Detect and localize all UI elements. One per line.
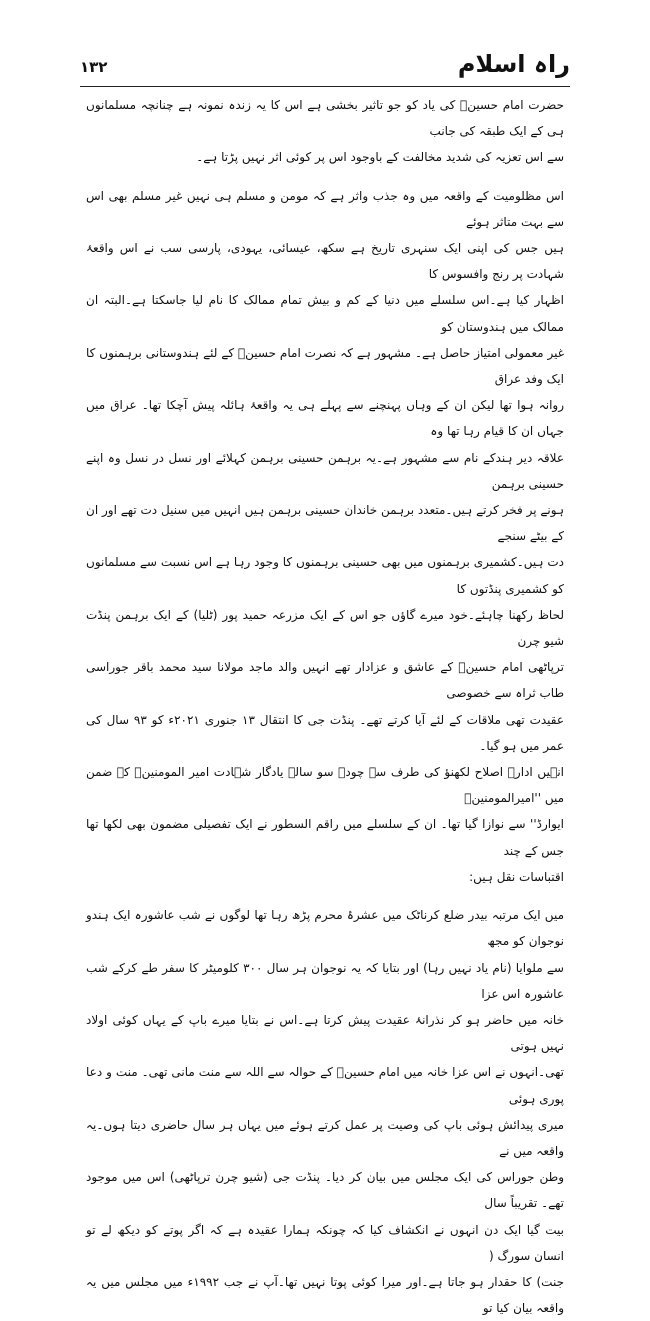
text-line: وطن جوراس کی ایک مجلس میں بیان کر دیا۔ پنڈت جی (شیو چرن ترپاٹھی) اس میں موجود تھے۔ تقریباً سال — [86, 1170, 564, 1211]
text-line: عقیدت تھی ملاقات کے لئے آیا کرتے تھے۔ پنڈت جی کا انتقال ۱۳ جنوری ۲۰۲۱ء کو ۹۳ سال کی عمر میں ہو گیا۔ — [86, 712, 565, 753]
header-divider — [80, 86, 570, 87]
article-body — [86, 92, 564, 1321]
text-line: اظہار کیا ہے۔اس سلسلے میں دنیا کے کم و بیش تمام ممالک کا نام لیا جاسکتا ہے۔البتہ ان ممالک میں ہندوستان کو — [86, 293, 564, 334]
page-header — [80, 50, 570, 84]
text-line: ہونے پر فخر کرتے ہیں۔متعدد برہمن خاندان حسینی برہمن ہیں انہیں میں سنیل دت تھے اور ان کے بیٹے سنجے — [86, 503, 564, 544]
text-line: روانہ ہوا تھا لیکن ان کے وہاں پہنچنے سے پہلے ہی یہ واقعۂ ہائلہ پیش آچکا تھا۔ عراق میں جہاں ان کا قیام رہا تھا وہ — [86, 398, 564, 439]
journal-title: راہ اسلام — [457, 50, 570, 78]
text-line: لحاظ رکھنا چاہئے۔خود میرے گاؤں جو اس کے ایک مزرعہ حمید پور (ٹلیا) کے ایک برہمن پنڈت شیو چرن — [86, 607, 564, 649]
paragraph — [86, 92, 564, 171]
text-line: انہیں ادارۂ اصلاح لکھنؤ کی طرف سے چودہ سو سالہ یادگار شہادت امیر المومنینؑ کے ضمن میں ''امیرالمومنینؑ — [86, 765, 564, 806]
page-number: ۱۳۲ — [80, 58, 108, 76]
text-line: غیر معمولی امتیاز حاصل ہے۔ مشہور ہے کہ نصرت امام حسینؑ کے لئے ہندوستانی برہمنوں کا ایک وفد عراق — [86, 345, 564, 387]
text-line: جنت) کا حقدار ہو جاتا ہے۔اور میرا کوئی پوتا نہیں تھا۔آپ نے جب ۱۹۹۲ء میں مجلس میں یہ واقعہ بیان کیا تو — [86, 1274, 564, 1316]
text-line: تھی۔انہوں نے اس عزا خانہ میں امام حسینؑ کے حوالہ سے اللہ سے منت مانی تھی۔ منت و دعا پوری ہوئی — [86, 1065, 564, 1106]
text-line: سے ملوایا (نام یاد نہیں رہا) اور بتایا کہ یہ نوجوان ہر سال ۳۰۰ کلومیٹر کا سفر طے کرکے شب عاشورہ اس عزا — [86, 960, 564, 1001]
text-line: اقتباسات نقل ہیں: — [469, 869, 564, 884]
text-line: حضرت امام حسینؑ کی یاد کو جو تاثیر بخشی ہے اس کا یہ زندہ نمونہ ہے چنانچہ مسلمانوں ہی کے ایک طبقہ کی جانب — [86, 98, 564, 139]
text-line: دت ہیں۔کشمیری برہمنوں میں بھی حسینی برہمنوں کا وجود رہا ہے اس نسبت سے مسلمانوں کو کشمیری پنڈتوں کا — [86, 555, 564, 596]
text-line: ترپاٹھی امام حسینؑ کے عاشق و عزادار تھے انہیں والد ماجد مولانا سید محمد باقر جوراسی طاب ثراہ سے خصوصی — [86, 660, 564, 701]
text-line: ہیں جس کی اپنی ایک سنہری تاریخ ہے سکھ، عیسائی، یہودی، پارسی سب نے اس واقعۂ شہادت پر رنج وافسوس کا — [86, 241, 564, 282]
text-line: میں ایک مرتبہ بیدر ضلع کرناٹک میں عشرۂ محرم پڑھ رہا تھا لوگوں نے شب عاشورہ ایک ہندو نوجوان کو مجھ — [86, 908, 564, 949]
text-line: ایوارڈ'' سے نوازا گیا تھا۔ ان کے سلسلے میں راقم السطور نے ایک تفصیلی مضمون بھی لکھا تھا جس کے چند — [86, 817, 564, 858]
text-line: میری پیدائش ہوئی باپ کی وصیت پر عمل کرتے ہوئے میں یہاں ہر سال حاضری دیتا ہوں۔یہ واقعہ میں نے — [86, 1117, 564, 1158]
paragraph — [86, 902, 564, 1321]
text-line: علاقہ دیر ہندکے نام سے مشہور ہے۔یہ برہمن حسینی برہمن کہلائے اور نسل در نسل وہ اپنے حسینی برہمن — [86, 450, 564, 491]
text-line: اس مظلومیت کے واقعہ میں وہ جذب واثر ہے کہ مومن و مسلم ہی نہیں غیر مسلم بھی اس سے بہت متاثر ہوئے — [86, 188, 564, 229]
text-line: بیت گیا ایک دن انہوں نے انکشاف کیا کہ چونکہ ہمارا عقیدہ ہے کہ اگر پوتے کو دیکھ لے تو انسان سورگ ( — [86, 1222, 564, 1263]
text-line: خانہ میں حاضر ہو کر نذرانۂ عقیدت پیش کرتا ہے۔اس نے بتایا میرے باپ کے یہاں کوئی اولاد نہیں ہوتی — [86, 1012, 564, 1054]
text-line: سے اس تعزیہ کی شدید مخالفت کے باوجود اس پر کوئی اثر نہیں پڑتا ہے۔ — [196, 150, 564, 165]
paragraph — [86, 183, 564, 890]
